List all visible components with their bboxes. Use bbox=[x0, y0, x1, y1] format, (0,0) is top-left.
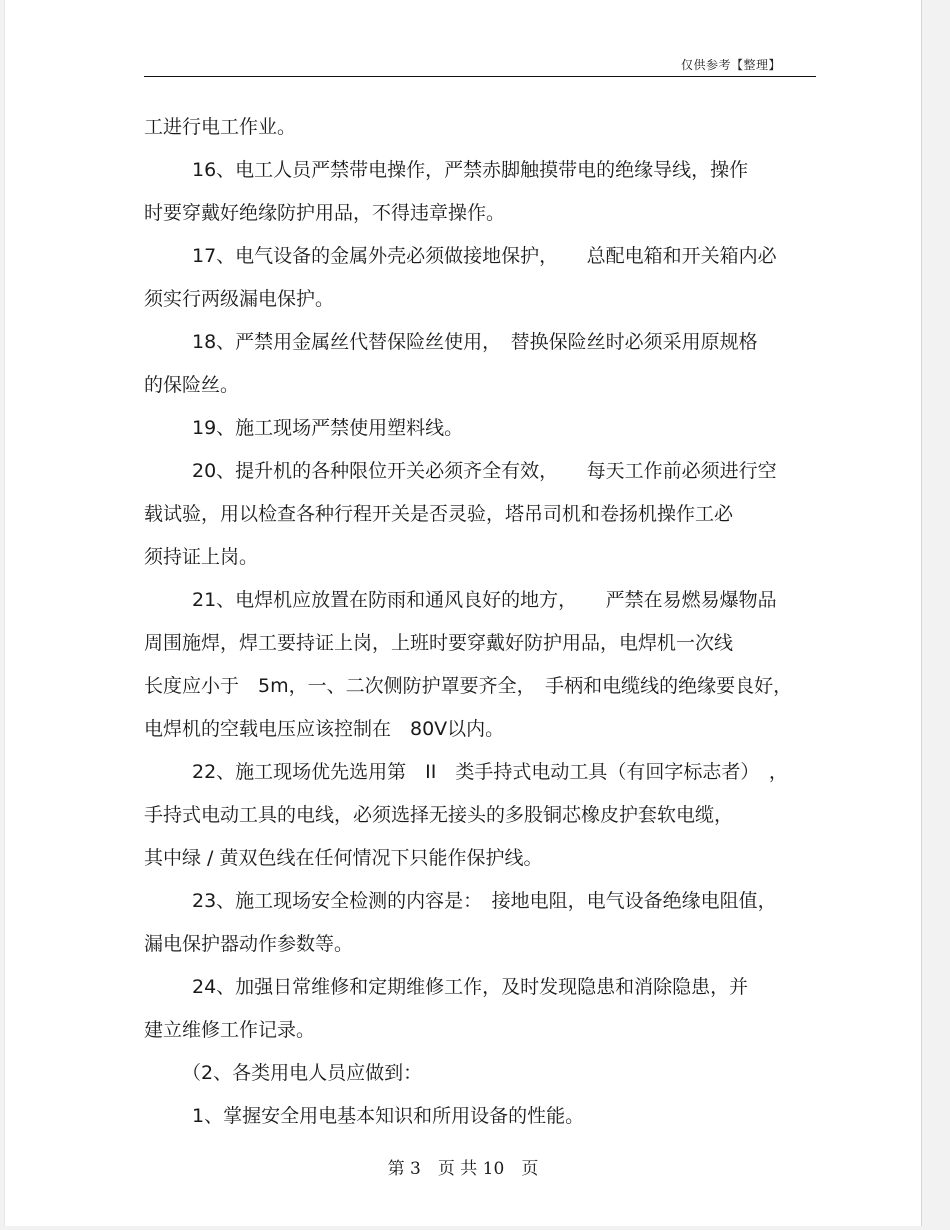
paragraph-21-line-3: 长度应小于 5m，一、二次侧防护罩要齐全， 手柄和电缆线的绝缘要良好， bbox=[144, 675, 793, 697]
list-item-1: 1、掌握安全用电基本知识和所用设备的性能。 bbox=[192, 1105, 585, 1127]
paragraph-21-line-2: 周围施焊，焊工要持证上岗，上班时要穿戴好防护用品，电焊机一次线 bbox=[144, 632, 734, 654]
header-divider bbox=[144, 76, 816, 77]
paragraph-21-line-1: 21、电焊机应放置在防雨和通风良好的地方， 严禁在易燃易爆物品 bbox=[192, 589, 777, 611]
paragraph-22-line-2: 手持式电动工具的电线，必须选择无接头的多股铜芯橡皮护套软电缆， bbox=[144, 804, 734, 826]
paragraph-16-line-2: 时要穿戴好绝缘防护用品，不得违章操作。 bbox=[144, 202, 506, 224]
text-line: 工进行电工作业。 bbox=[144, 116, 297, 138]
page-header-note: 仅供参考【整理】 bbox=[680, 58, 781, 72]
paragraph-19-line-1: 19、施工现场严禁使用塑料线。 bbox=[192, 417, 464, 439]
paragraph-17-line-1: 17、电气设备的金属外壳必须做接地保护， 总配电箱和开关箱内必 bbox=[192, 245, 777, 267]
paragraph-23-line-1: 23、施工现场安全检测的内容是： 接地电阻，电气设备绝缘电阻值， bbox=[192, 890, 777, 912]
document-body bbox=[144, 106, 816, 1138]
section-heading: （2、各类用电人员应做到： bbox=[182, 1062, 423, 1084]
paragraph-21-line-4: 电焊机的空载电压应该控制在 80V以内。 bbox=[144, 718, 505, 740]
paragraph-22-line-1: 22、施工现场优先选用第 II 类手持式电动工具（有回字标志者） ， bbox=[192, 761, 788, 783]
paragraph-23-line-2: 漏电保护器动作参数等。 bbox=[144, 933, 354, 955]
paper-sheet bbox=[4, 0, 922, 1226]
paragraph-20-line-2: 载试验，用以检查各种行程开关是否灵验，塔吊司机和卷扬机操作工必 bbox=[144, 503, 734, 525]
page-number: 第 3 页 共 10 页 bbox=[387, 1159, 539, 1179]
paragraph-22-line-3: 其中绿 / 黄双色线在任何情况下只能作保护线。 bbox=[144, 847, 543, 869]
paragraph-17-line-2: 须实行两级漏电保护。 bbox=[144, 288, 335, 310]
paragraph-20-line-1: 20、提升机的各种限位开关必须齐全有效， 每天工作前必须进行空 bbox=[192, 460, 777, 482]
paragraph-24-line-1: 24、加强日常维修和定期维修工作，及时发现隐患和消除隐患，并 bbox=[192, 976, 749, 998]
paragraph-18-line-1: 18、严禁用金属丝代替保险丝使用， 替换保险丝时必须采用原规格 bbox=[192, 331, 758, 353]
paragraph-24-line-2: 建立维修工作记录。 bbox=[144, 1019, 316, 1041]
paragraph-16-line-1: 16、电工人员严禁带电操作，严禁赤脚触摸带电的绝缘导线，操作 bbox=[192, 159, 749, 181]
paragraph-18-line-2: 的保险丝。 bbox=[144, 374, 240, 396]
paragraph-20-line-3: 须持证上岗。 bbox=[144, 546, 259, 568]
